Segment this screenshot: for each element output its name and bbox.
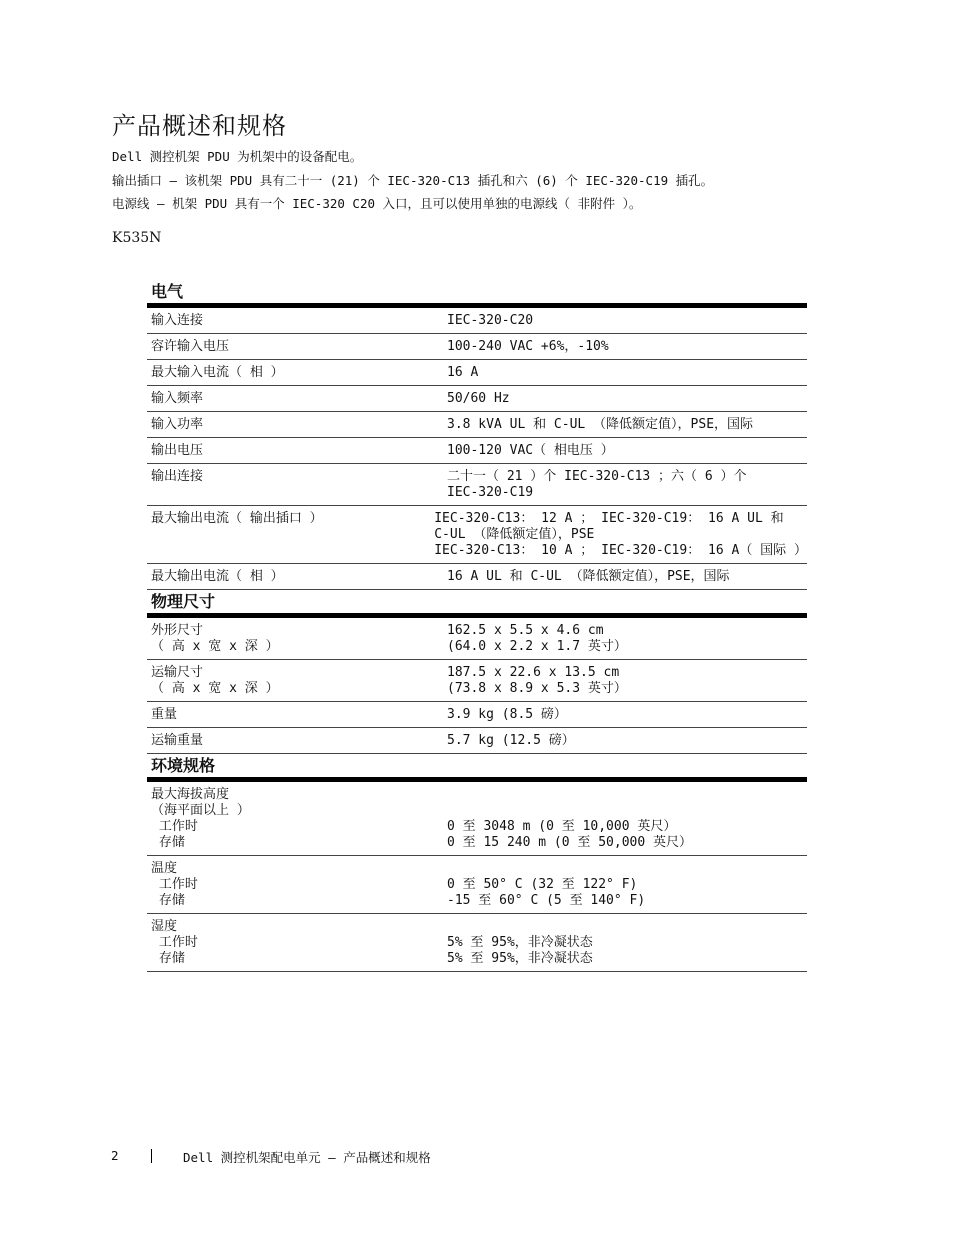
spec-value: 3.9 kg (8.5 磅） [447,707,567,722]
spec-value: 0 至 3048 m (0 至 10,000 英尺） 0 至 15 240 m (0 至 50,000 英尺） [447,819,693,850]
section-rows [147,618,807,754]
spec-row [147,782,807,856]
spec-label: 湿度 工作时 存储 [151,919,198,966]
spec-value: 100-120 VAC（ 相电压 ） [447,443,614,458]
spec-value: 162.5 x 5.5 x 4.6 cm (64.0 x 2.2 x 1.7 英寸） [447,623,627,654]
spec-label: 运输重量 [151,733,204,748]
intro-line-3: 电源线 – 机架 PDU 具有一个 IEC-320 C20 入口，且可以使用单独的电源线（ 非附件 ）。 [112,196,642,211]
spec-label: 最大输出电流（ 输出插口 ） [151,511,323,526]
spec-row [147,308,807,334]
section-physical [147,590,807,754]
spec-label: 温度 工作时 存储 [151,861,198,908]
spec-row [147,564,807,590]
spec-row [147,464,807,506]
spec-row [147,334,807,360]
spec-value: 5% 至 95%，非冷凝状态 5% 至 95%，非冷凝状态 [447,935,593,966]
spec-row [147,914,807,972]
spec-row [147,506,807,564]
footer-divider [151,1149,152,1163]
spec-label: 输入连接 [151,313,204,328]
spec-label: 外形尺寸 （ 高 x 宽 x 深 ） [151,623,279,654]
spec-label: 输入功率 [151,417,204,432]
spec-row [147,728,807,754]
spec-label: 容许输入电压 [151,339,230,354]
section-title: 环境规格 [147,754,807,782]
page-title: 产品概述和规格 [112,112,287,140]
spec-label: 最大海拔高度 （海平面以上 ） 工作时 存储 [151,787,250,850]
page-number: 2 [111,1148,119,1163]
spec-value: 3.8 kVA UL 和 C-UL （降低额定值），PSE，国际 [447,417,754,432]
spec-value: 16 A UL 和 C-UL （降低额定值），PSE，国际 [447,569,730,584]
section-environment [147,754,807,972]
spec-label: 输出连接 [151,469,204,484]
spec-row [147,360,807,386]
spec-label: 最大输出电流（ 相 ） [151,569,284,584]
spec-label: 输入频率 [151,391,204,406]
spec-row [147,660,807,702]
section-rows [147,782,807,972]
spec-row [147,856,807,914]
spec-value: 5.7 kg (12.5 磅） [447,733,575,748]
spec-value: IEC-320-C13： 12 A ； IEC-320-C19： 16 A UL 和 C-UL （降低额定值），PSE IEC-320-C13： 10 A ； IEC-320-C19： 16 A（ 国际 ） [434,511,807,558]
spec-row [147,618,807,660]
spec-label: 重量 [151,707,178,722]
spec-value: 二十一（ 21 ）个 IEC-320-C13 ；六（ 6 ）个 IEC-320-C19 [447,469,747,500]
spec-row [147,438,807,464]
section-title: 电气 [147,280,807,308]
spec-label: 最大输入电流（ 相 ） [151,365,284,380]
spec-value: 0 至 50° C (32 至 122° F) -15 至 60° C (5 至 140° F) [447,877,646,908]
section-title: 物理尺寸 [147,590,807,618]
section-electrical [147,280,807,590]
spec-row [147,386,807,412]
spec-row [147,702,807,728]
footer-text: Dell 测控机架配电单元 – 产品概述和规格 [183,1150,431,1165]
spec-label: 输出电压 [151,443,204,458]
spec-value: 100-240 VAC +6%，-10% [447,339,609,354]
spec-value: 187.5 x 22.6 x 13.5 cm (73.8 x 8.9 x 5.3 英寸） [447,665,627,696]
spec-value: IEC-320-C20 [447,313,534,328]
spec-value: 16 A [447,365,479,380]
spec-label: 运输尺寸 （ 高 x 宽 x 深 ） [151,665,279,696]
section-rows [147,308,807,590]
intro-line-2: 输出插口 – 该机架 PDU 具有二十一 (21) 个 IEC-320-C13 插孔和六 (6) 个 IEC-320-C19 插孔。 [112,173,714,188]
intro-line-1: Dell 测控机架 PDU 为机架中的设备配电。 [112,149,363,164]
spec-row [147,412,807,438]
part-number: K535N [112,230,162,246]
spec-table [147,280,807,972]
spec-value: 50/60 Hz [447,391,510,406]
